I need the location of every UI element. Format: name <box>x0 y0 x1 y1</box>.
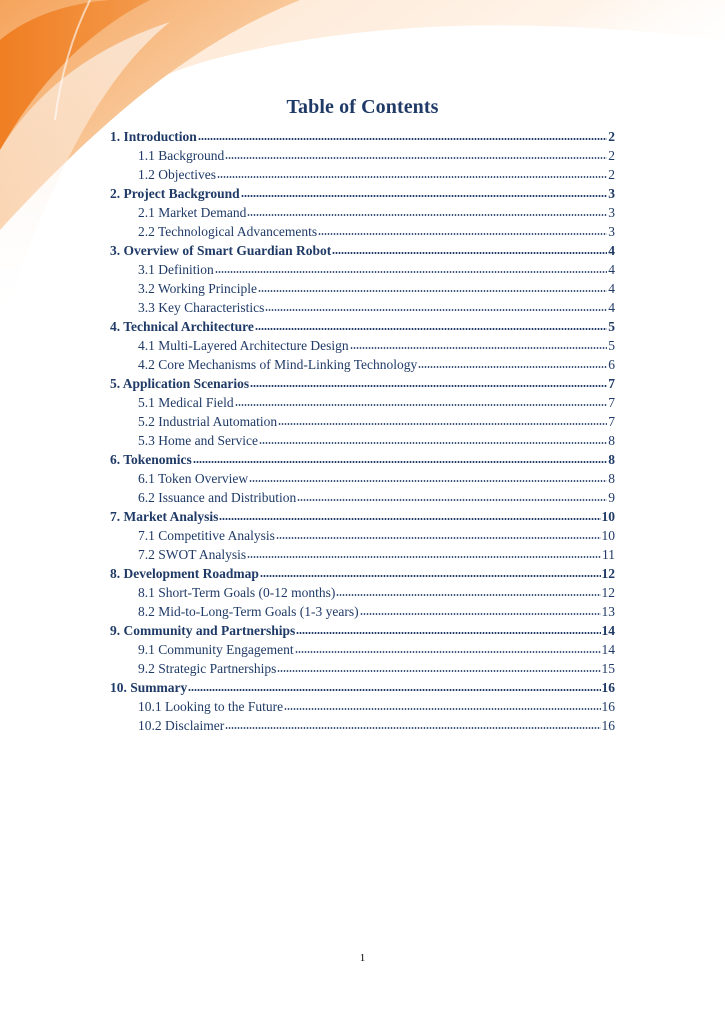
toc-subsection-entry[interactable] <box>110 602 615 621</box>
toc-entry-page: 7 <box>608 395 615 410</box>
dot-leader <box>255 327 607 331</box>
toc-entry-page: 10 <box>601 528 615 543</box>
dot-leader <box>225 726 600 730</box>
dot-leader <box>360 612 601 616</box>
dot-leader <box>276 536 601 540</box>
toc-entry-label: 7.1 Competitive Analysis <box>138 528 275 543</box>
toc-entry-label: 9.2 Strategic Partnerships <box>138 661 277 676</box>
dot-leader <box>188 688 600 692</box>
toc-entry-page: 3 <box>608 224 615 239</box>
toc-entry-label: 8. Development Roadmap <box>110 566 259 581</box>
toc-entry-label: 3. Overview of Smart Guardian Robot <box>110 243 332 258</box>
dot-leader <box>318 232 607 236</box>
dot-leader <box>332 251 607 255</box>
toc-subsection-entry[interactable] <box>110 716 615 735</box>
toc-subsection-entry[interactable] <box>110 659 615 678</box>
toc-entry-page: 8 <box>608 452 615 467</box>
dot-leader <box>241 194 608 198</box>
toc-subsection-entry[interactable] <box>110 697 615 716</box>
dot-leader <box>235 403 608 407</box>
toc-entry-label: 1.1 Background <box>138 148 225 163</box>
toc-subsection-entry[interactable] <box>110 412 615 431</box>
toc-entry-page: 2 <box>608 167 615 182</box>
toc-entry-page: 7 <box>608 414 615 429</box>
toc-entry-page: 2 <box>608 129 615 144</box>
toc-entry-page: 3 <box>608 186 615 201</box>
toc-entry-label: 10.2 Disclaimer <box>138 718 225 733</box>
toc-entry-label: 5.2 Industrial Automation <box>138 414 278 429</box>
toc-entry-label: 3.2 Working Principle <box>138 281 258 296</box>
toc-entry-page: 4 <box>608 300 615 315</box>
toc-subsection-entry[interactable] <box>110 203 615 222</box>
toc-entry-page: 16 <box>601 699 615 714</box>
toc-entry-page: 3 <box>608 205 615 220</box>
dot-leader <box>296 631 600 635</box>
toc-subsection-entry[interactable] <box>110 260 615 279</box>
toc-entry-page: 12 <box>601 585 615 600</box>
toc-entry-label: 2.2 Technological Advancements <box>138 224 318 239</box>
dot-leader <box>247 555 601 559</box>
dot-leader <box>198 137 607 141</box>
toc-entry-label: 4. Technical Architecture <box>110 319 254 334</box>
toc-subsection-entry[interactable] <box>110 431 615 450</box>
toc-section-entry[interactable] <box>110 621 615 640</box>
toc-entry-label: 4.1 Multi-Layered Architecture Design <box>138 338 349 353</box>
toc-entry-page: 14 <box>601 642 615 657</box>
toc-entry-label: 3.1 Definition <box>138 262 214 277</box>
toc-entry-page: 4 <box>608 243 615 258</box>
toc-subsection-entry[interactable] <box>110 165 615 184</box>
toc-subsection-entry[interactable] <box>110 336 615 355</box>
dot-leader <box>215 270 608 274</box>
dot-leader <box>265 308 607 312</box>
toc-subsection-entry[interactable] <box>110 526 615 545</box>
toc-entry-label: 1.2 Objectives <box>138 167 216 182</box>
toc-section-entry[interactable] <box>110 507 615 526</box>
toc-entry-label: 5. Application Scenarios <box>110 376 250 391</box>
dot-leader <box>258 289 607 293</box>
dot-leader <box>225 156 607 160</box>
toc-entry-page: 8 <box>608 433 615 448</box>
toc-subsection-entry[interactable] <box>110 488 615 507</box>
toc-entry-label: 2.1 Market Demand <box>138 205 247 220</box>
toc-section-entry[interactable] <box>110 241 615 260</box>
dot-leader <box>336 593 600 597</box>
toc-subsection-entry[interactable] <box>110 355 615 374</box>
dot-leader <box>278 422 607 426</box>
toc-section-entry[interactable] <box>110 678 615 697</box>
toc-entry-label: 10. Summary <box>110 680 188 695</box>
toc-entry-label: 3.3 Key Characteristics <box>138 300 265 315</box>
toc-subsection-entry[interactable] <box>110 298 615 317</box>
toc-entry-label: 6. Tokenomics <box>110 452 192 467</box>
toc-subsection-entry[interactable] <box>110 640 615 659</box>
toc-subsection-entry[interactable] <box>110 279 615 298</box>
dot-leader <box>193 460 607 464</box>
toc-entry-page: 9 <box>608 490 615 505</box>
toc-subsection-entry[interactable] <box>110 469 615 488</box>
dot-leader <box>418 365 607 369</box>
toc-entry-page: 12 <box>601 566 615 581</box>
toc-entry-page: 5 <box>608 338 615 353</box>
toc-entry-label: 9.1 Community Engagement <box>138 642 294 657</box>
dot-leader <box>284 707 600 711</box>
toc-subsection-entry[interactable] <box>110 583 615 602</box>
toc-section-entry[interactable] <box>110 184 615 203</box>
toc-entry-page: 6 <box>608 357 615 372</box>
toc-entry-page: 13 <box>601 604 615 619</box>
dot-leader <box>217 175 607 179</box>
toc-entry-page: 15 <box>601 661 615 676</box>
page-number: 1 <box>359 952 366 964</box>
dot-leader <box>297 498 607 502</box>
toc-entry-label: 10.1 Looking to the Future <box>138 699 284 714</box>
toc-entry-page: 11 <box>602 547 615 562</box>
toc-entry-label: 5.3 Home and Service <box>138 433 258 448</box>
toc-entry-page: 16 <box>601 680 615 695</box>
toc-entry-label: 6.1 Token Overview <box>138 471 249 486</box>
toc-subsection-entry[interactable] <box>110 222 615 241</box>
dot-leader <box>219 517 600 521</box>
toc-entry-page: 5 <box>608 319 615 334</box>
toc-entry-label: 7.2 SWOT Analysis <box>138 547 247 562</box>
toc-entry-page: 4 <box>608 281 615 296</box>
toc-entry-label: 6.2 Issuance and Distribution <box>138 490 297 505</box>
toc-entry-page: 10 <box>601 509 615 524</box>
toc-entry-label: 2. Project Background <box>110 186 240 201</box>
dot-leader <box>350 346 608 350</box>
dot-leader <box>259 441 607 445</box>
toc-entry-page: 14 <box>601 623 615 638</box>
toc-entry-page: 4 <box>608 262 615 277</box>
toc-entry-label: 9. Community and Partnerships <box>110 623 296 638</box>
dot-leader <box>250 384 607 388</box>
toc-entry-page: 16 <box>601 718 615 733</box>
toc-entry-label: 1. Introduction <box>110 129 197 144</box>
toc-entry-label: 5.1 Medical Field <box>138 395 234 410</box>
toc-entry-label: 7. Market Analysis <box>110 509 219 524</box>
toc-section-entry[interactable] <box>110 564 615 583</box>
dot-leader <box>247 213 607 217</box>
toc-entry-label: 4.2 Core Mechanisms of Mind-Linking Technology <box>138 357 418 372</box>
dot-leader <box>249 479 607 483</box>
toc-subsection-entry[interactable] <box>110 393 615 412</box>
table-of-contents <box>110 127 615 735</box>
toc-title: Table of Contents <box>286 96 439 118</box>
toc-entry-page: 7 <box>608 376 615 391</box>
dot-leader <box>295 650 601 654</box>
toc-section-entry[interactable] <box>110 127 615 146</box>
toc-entry-page: 2 <box>608 148 615 163</box>
toc-entry-page: 8 <box>608 471 615 486</box>
toc-section-entry[interactable] <box>110 450 615 469</box>
toc-subsection-entry[interactable] <box>110 146 615 165</box>
toc-entry-label: 8.2 Mid-to-Long-Term Goals (1-3 years) <box>138 604 359 619</box>
toc-section-entry[interactable] <box>110 317 615 336</box>
dot-leader <box>260 574 601 578</box>
toc-entry-label: 8.1 Short-Term Goals (0-12 months) <box>138 585 336 600</box>
dot-leader <box>277 669 600 673</box>
toc-section-entry[interactable] <box>110 374 615 393</box>
toc-subsection-entry[interactable] <box>110 545 615 564</box>
